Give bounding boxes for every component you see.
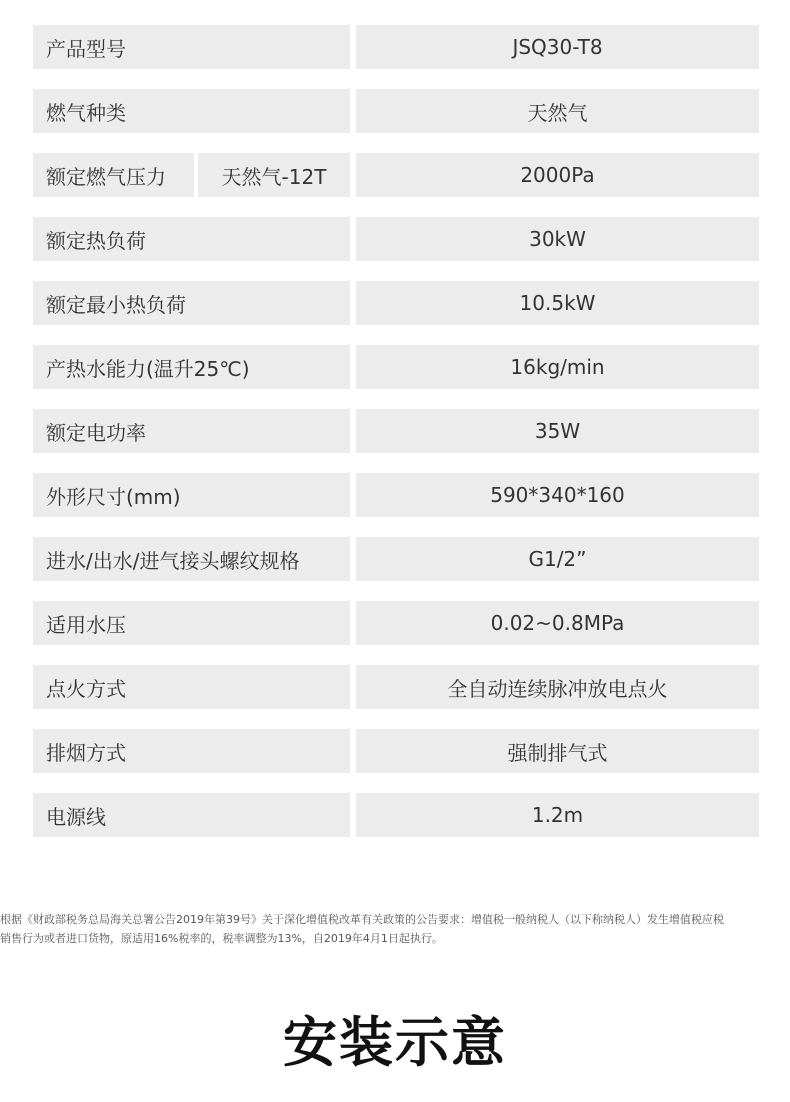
spec-value: 1.2m <box>356 793 759 837</box>
spec-row-hot-water-capacity <box>33 345 759 389</box>
spec-row-gas-type <box>33 89 759 133</box>
spec-row-heat-load <box>33 217 759 261</box>
spec-value: 10.5kW <box>356 281 759 325</box>
spec-label: 产热水能力(温升25℃) <box>33 345 350 389</box>
spec-row-power <box>33 409 759 453</box>
spec-value: 30kW <box>356 217 759 261</box>
spec-value: JSQ30-T8 <box>356 25 759 69</box>
spec-value: 0.02~0.8MPa <box>356 601 759 645</box>
spec-label: 产品型号 <box>33 25 350 69</box>
spec-value: 590*340*160 <box>356 473 759 517</box>
spec-value: 35W <box>356 409 759 453</box>
spec-sublabel: 天然气-12T <box>198 153 350 197</box>
tax-notice <box>0 910 790 948</box>
spec-row-thread-spec <box>33 537 759 581</box>
spec-row-exhaust <box>33 729 759 773</box>
spec-value: 天然气 <box>356 89 759 133</box>
spec-label: 额定最小热负荷 <box>33 281 350 325</box>
spec-label: 排烟方式 <box>33 729 350 773</box>
spec-label: 外形尺寸(mm) <box>33 473 350 517</box>
spec-row-gas-pressure <box>33 153 759 197</box>
section-heading: 安装示意 <box>283 1011 507 1074</box>
spec-table <box>33 25 759 857</box>
spec-value: 强制排气式 <box>356 729 759 773</box>
spec-row-dimensions <box>33 473 759 517</box>
spec-row-ignition <box>33 665 759 709</box>
spec-row-water-pressure <box>33 601 759 645</box>
spec-row-min-heat-load <box>33 281 759 325</box>
spec-value: 2000Pa <box>356 153 759 197</box>
spec-label: 进水/出水/进气接头螺纹规格 <box>33 537 350 581</box>
spec-label: 额定热负荷 <box>33 217 350 261</box>
spec-label: 电源线 <box>33 793 350 837</box>
spec-row-power-cord <box>33 793 759 837</box>
spec-label: 额定燃气压力 <box>33 153 194 197</box>
spec-value: 16kg/min <box>356 345 759 389</box>
spec-row-model <box>33 25 759 69</box>
spec-label: 点火方式 <box>33 665 350 709</box>
spec-value: G1/2” <box>356 537 759 581</box>
tax-notice-line: 根据《财政部税务总局海关总署公告2019年第39号》关于深化增值税改革有关政策的公告要求：增值税一般纳税人（以下称纳税人）发生增值税应税 <box>0 913 724 926</box>
spec-value: 全自动连续脉冲放电点火 <box>356 665 759 709</box>
tax-notice-line: 销售行为或者进口货物，原适用16%税率的，税率调整为13%，自2019年4月1日起执行。 <box>0 932 443 945</box>
spec-label: 额定电功率 <box>33 409 350 453</box>
spec-label: 适用水压 <box>33 601 350 645</box>
spec-label: 燃气种类 <box>33 89 350 133</box>
